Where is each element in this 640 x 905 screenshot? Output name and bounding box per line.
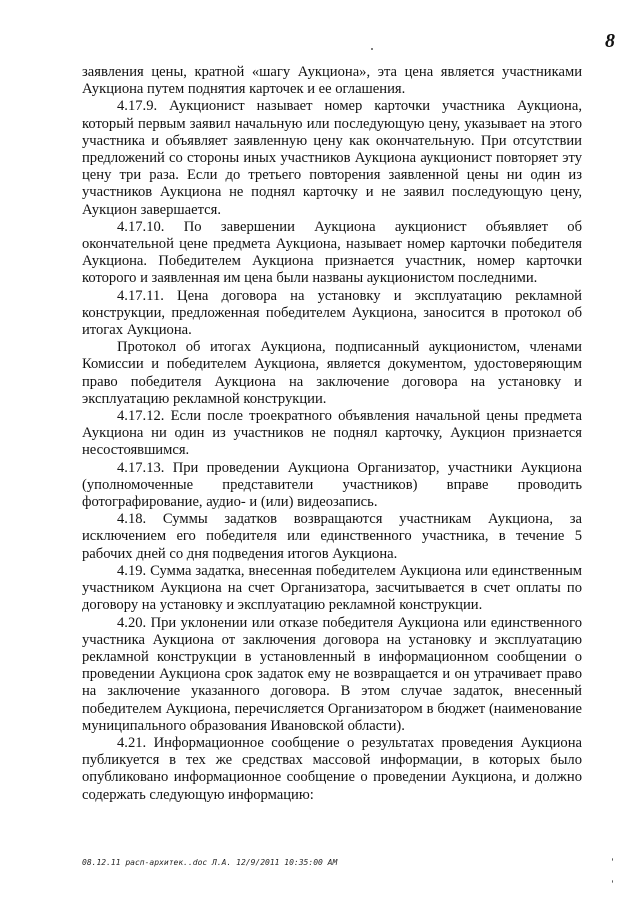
paragraph-protocol: Протокол об итогах Аукциона, подписанный аукционистом, членами Комиссии и победителем Аукциона, является документом, удостоверяющим право победителя Аукциона на заключение договора на установку и эксплуатацию рекламной конструкции.	[82, 339, 582, 407]
clause-4-17-13: 4.17.13. При проведении Аукциона Организатор, участники Аукциона (уполномоченные представители участников) вправе проводить фотографирование, аудио- и (или) видеозапись.	[82, 459, 582, 511]
clause-4-18: 4.18. Суммы задатков возвращаются участникам Аукциона, за исключением его победителя или единственного участника, в течение 5 рабочих дней со дня подведения итогов Аукциона.	[82, 511, 582, 562]
document-body	[82, 64, 582, 804]
page-number: 8	[605, 30, 615, 52]
clause-4-19: 4.19. Сумма задатка, внесенная победителем Аукциона или единственным участником Аукциона на счет Организатора, засчитывается в счет оплаты по договору на установку и эксплуатацию рекламной конструкции.	[82, 562, 582, 614]
scan-speck	[371, 48, 373, 50]
scan-speck	[612, 880, 613, 883]
clause-4-17-12: 4.17.12. Если после троекратного объявления начальной цены предмета Аукциона ни один из участников не поднял карточку, Аукцион признается несостоявшимся.	[82, 408, 582, 459]
file-footer: 08.12.11 расп-архитек..doc Л.А. 12/9/2011 10:35:00 AM	[82, 858, 338, 867]
clause-4-20: 4.20. При уклонении или отказе победителя Аукциона или единственного участника Аукциона от заключения договора на установку и эксплуатацию рекламной конструкции в установленный в информационном сообщении о проведении Аукциона срок задаток ему не возвращается и он утрачивает право на заключение указанного договора. В этом случае задаток, внесенный победителем Аукциона, перечисляется Организатором в бюджет (наименование муниципального образования Ивановской области).	[82, 614, 582, 734]
clause-4-17-9: 4.17.9. Аукционист называет номер карточки участника Аукциона, который первым заявил начальную или последующую цену, указывает на этого участника и объявляет заявленную цену как окончательную. При отсутствии предложений со стороны иных участников Аукциона аукционист повторяет эту цену три раза. Если до третьего повторения заявленной цены ни один из участников Аукциона не поднял карточку и не заявил последующую цену, Аукцион завершается.	[82, 98, 582, 218]
scan-speck	[612, 858, 613, 861]
clause-4-21: 4.21. Информационное сообщение о результатах проведения Аукциона публикуется в тех же средствах массовой информации, в которых было опубликовано информационное сообщение о проведении Аукциона, и должно содержать следующую информацию:	[82, 734, 582, 803]
clause-4-17-11: 4.17.11. Цена договора на установку и эксплуатацию рекламной конструкции, предложенная победителем Аукциона, заносится в протокол об итогах Аукциона.	[82, 287, 582, 339]
clause-4-17-10: 4.17.10. По завершении Аукциона аукционист объявляет об окончательной цене предмета Аукциона, называет номер карточки победителя Аукциона. Победителем Аукциона признается участник, номер карточки которого и заявленная им цена были названы аукционистом последними.	[82, 218, 582, 287]
paragraph-continuation: заявления цены, кратной «шагу Аукциона», эта цена является участниками Аукциона путем поднятия карточек и ее оглашения.	[82, 64, 582, 98]
